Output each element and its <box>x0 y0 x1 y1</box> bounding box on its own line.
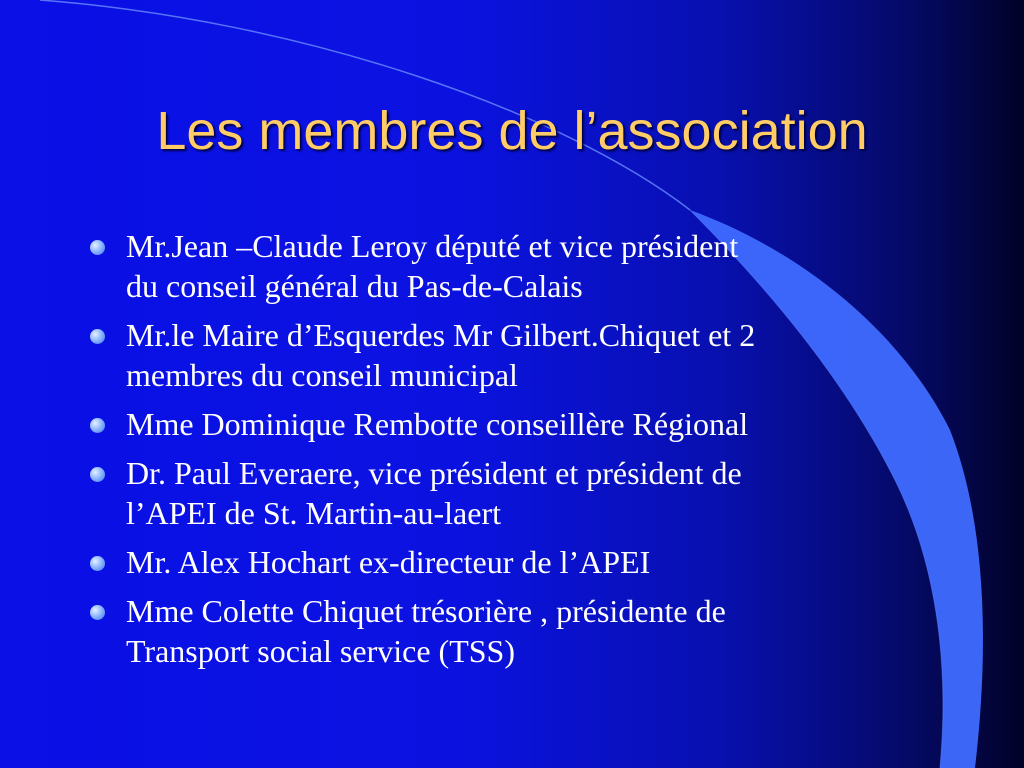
round-bullet-icon <box>90 467 105 482</box>
list-item-text <box>126 542 920 582</box>
list-item-line: membres du conseil municipal <box>126 357 518 393</box>
round-bullet-icon <box>90 605 105 620</box>
list-item-line: Mme Colette Chiquet trésorière , présidente de <box>126 593 726 629</box>
list-item <box>90 404 920 444</box>
list-item-text <box>126 226 920 306</box>
list-item-text <box>126 404 920 444</box>
list-item-line: l’APEI de St. Martin-au-laert <box>126 495 501 531</box>
round-bullet-icon <box>90 556 105 571</box>
list-item-line: Transport social service (TSS) <box>126 633 515 669</box>
list-item-line: Mr. Alex Hochart ex-directeur de l’APEI <box>126 544 651 580</box>
member-list <box>90 226 920 680</box>
list-item <box>90 315 920 395</box>
round-bullet-icon <box>90 240 105 255</box>
list-item-text <box>126 315 920 395</box>
list-item-text <box>126 591 920 671</box>
list-item-line: Dr. Paul Everaere, vice président et président de <box>126 455 742 491</box>
list-item-line: Mr.Jean –Claude Leroy député et vice président <box>126 228 739 264</box>
list-item-line: Mr.le Maire d’Esquerdes Mr Gilbert.Chiquet et 2 <box>126 317 756 353</box>
round-bullet-icon <box>90 329 105 344</box>
list-item-line: du conseil général du Pas-de-Calais <box>126 268 583 304</box>
list-item <box>90 453 920 533</box>
list-item-line: Mme Dominique Rembotte conseillère Régional <box>126 406 749 442</box>
list-item <box>90 591 920 671</box>
list-item <box>90 542 920 582</box>
list-item <box>90 226 920 306</box>
list-item-text <box>126 453 920 533</box>
slide-title: Les membres de l’association <box>156 101 868 161</box>
round-bullet-icon <box>90 418 105 433</box>
